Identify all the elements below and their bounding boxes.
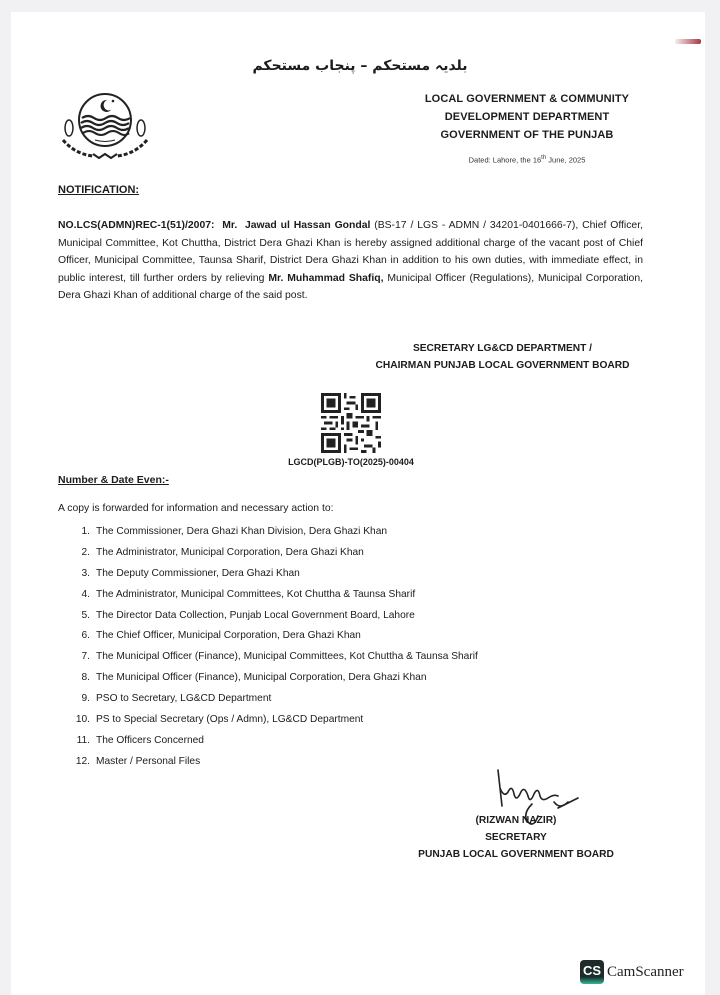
item-text: PSO to Secretary, LG&CD Department [96,693,272,705]
list-item [58,585,478,606]
notification-heading: NOTIFICATION: [58,184,140,196]
item-text: The Director Data Collection, Punjab Local Government Board, Lahore [96,609,415,621]
item-text: PS to Special Secretary (Ops / Admn), LG&CD Department [96,714,364,726]
item-text: The Administrator, Municipal Committees, Kot Chuttha & Taunsa Sharif [96,588,416,600]
item-number: 5. [81,609,90,621]
item-number: 6. [81,630,90,642]
item-number: 10. [75,714,90,726]
qr-code-icon [321,393,381,453]
dept-line-1: LOCAL GOVERNMENT & COMMUNITY [424,93,630,105]
item-text: The Chief Officer, Municipal Corporation, Dera Ghazi Khan [96,630,361,642]
list-item [58,689,478,710]
item-text: Master / Personal Files [96,755,201,767]
red-mark [675,39,701,44]
item-text: The Commissioner, Dera Ghazi Khan Division, Dera Ghazi Khan [96,526,388,537]
list-item [58,731,478,752]
dept-line-3: GOVERNMENT OF THE PUNJAB [440,129,614,141]
urdu-motto: بلدیہ مستحکم – پنجاب مستحکم [252,58,468,74]
item-number: 4. [81,588,90,600]
camscanner-watermark [580,960,684,984]
relieved-officer-name: Mr. Muhammad Shafiq, [268,272,384,284]
body-text-1: (BS-17 / LGS - ADMN / 34201-0401666-7), Chief Officer, Municipal Committee, Kot Chuttha, District Dera Ghazi Khan is hereby assigned additional charge of the vacant post of Chief Officer, Municipal Committee, Taunsa Sharif, District Dera Ghazi Khan in addition to his own duties, with immediate effect, in public interest, till further orders by relieving [58,220,643,284]
recipient-list [58,522,478,773]
item-text: The Municipal Officer (Finance), Municipal Committees, Kot Chuttha & Taunsa Sharif [96,651,478,663]
item-number: 12. [75,755,90,767]
date-prefix: Dated: Lahore, the 16 [468,155,542,165]
item-text: The Officers Concerned [96,734,204,746]
item-number: 3. [81,567,90,579]
list-item [58,626,478,647]
list-item [58,752,478,773]
closing-board: PUNJAB LOCAL GOVERNMENT BOARD [418,849,614,860]
item-text: The Deputy Commissioner, Dera Ghazi Khan [96,567,300,579]
item-number: 9. [81,693,90,705]
closing-title: SECRETARY [485,832,547,843]
punjab-seal-icon [55,90,155,162]
list-item [58,543,478,564]
camscanner-logo-icon: CS [580,960,604,984]
copy-intro: A copy is forwarded for information and necessary action to: [58,503,334,514]
item-number: 11. [76,734,90,746]
camscanner-text: CamScanner [607,963,684,980]
closing-name: (RIZWAN NAZIR) [475,815,557,826]
item-number: 8. [81,672,90,684]
dept-line-2: DEVELOPMENT DEPARTMENT [444,111,610,123]
item-text: The Municipal Officer (Finance), Municipal Corporation, Dera Ghazi Khan [96,672,427,684]
list-item [58,668,478,689]
list-item [58,522,478,543]
reference-number: NO.LCS(ADMN)REC-1(51)/2007: [58,220,215,231]
date-line [400,155,654,165]
item-number: 2. [81,546,90,558]
mr-prefix: Mr. [222,220,238,231]
list-item [58,710,478,731]
qr-reference: LGCD(PLGB)-TO(2025)-00404 [288,457,414,467]
date-sup: th [541,155,547,161]
signatory-line-1: SECRETARY LG&CD DEPARTMENT / [412,343,593,354]
item-number: 7. [81,651,90,663]
signatory-line-2: CHAIRMAN PUNJAB LOCAL GOVERNMENT BOARD [375,360,630,371]
list-item [58,647,478,668]
officer-name: Jawad ul Hassan Gondal [244,220,371,231]
list-item [58,606,478,627]
item-number: 1. [81,526,90,537]
item-text: The Administrator, Municipal Corporation, Dera Ghazi Khan [96,546,364,558]
number-date-heading: Number & Date Even:- [58,474,169,486]
list-item [58,564,478,585]
body-text-2: Municipal Officer (Regulations), Municipal Corporation, Dera Ghazi Khan of additional charge of the said post. [58,272,643,301]
date-suffix: June, 2025 [546,155,586,165]
notification-body [58,217,643,305]
